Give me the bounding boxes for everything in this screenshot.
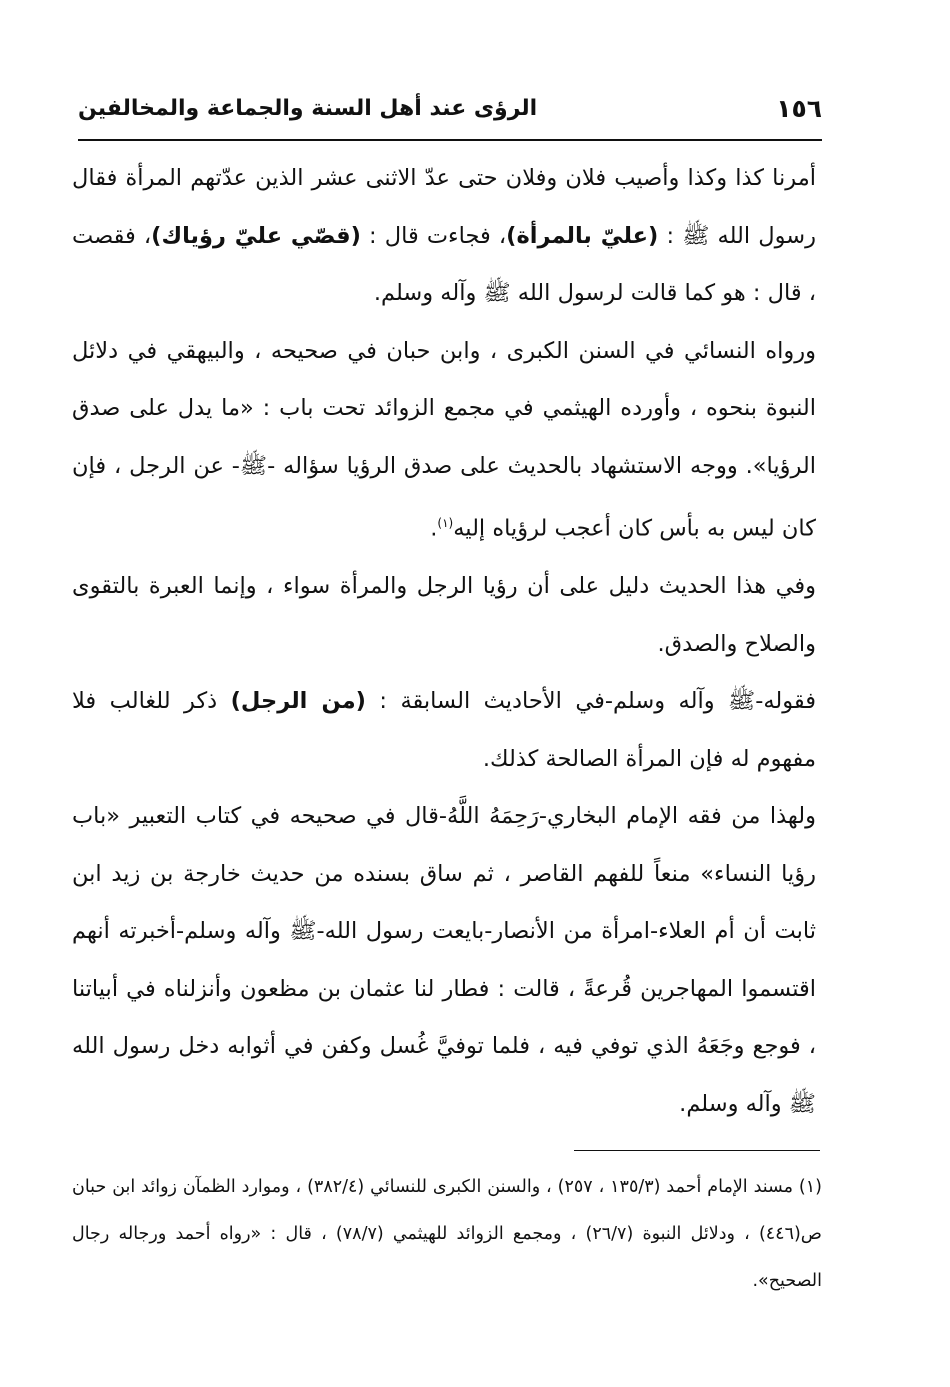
paragraph-2-text-a: ورواه النسائي في السنن الكبرى ، وابن حبان في صحيحه ، والبيهقي في دلائل النبوة بنحوه ، وأورده الهيثمي في مجمع الزوائد تحت باب : «ما يدل على صدق الرؤيا». ووجه الاستشهاد بالحديث على صدق الرؤيا سؤاله -ﷺ- عن الرجل ، فإن كان ليس به بأس كان أعجب لرؤياه إليه [72, 337, 816, 542]
paragraph-4 [72, 673, 816, 788]
quote-tell-dream: (قصّي عليّ رؤياك) [151, 222, 361, 249]
paragraph-1 [72, 150, 816, 323]
footnote-1: (١) مسند الإمام أحمد (١٣٥/٣ ، ٢٥٧) ، والسنن الكبرى للنسائي (٣٨٢/٤) ، وموارد الظمآن زوائد ابن حبان ص(٤٤٦) ، ودلائل النبوة (٢٦/٧) ، ومجمع الزوائد للهيثمي (٧٨/٧) ، قال : «رواه أحمد ورجاله رجال الصحيح». [72, 1177, 822, 1291]
paragraph-1-text-c: ، فقصت ، قال : هو كما قالت لرسول الله ﷺ وآله وسلم. [72, 222, 816, 306]
running-title: الرؤى عند أهل السنة والجماعة والمخالفين [78, 95, 538, 121]
page-number: ١٥٦ [776, 93, 822, 123]
paragraph-1-text-a: أمرنا كذا وكذا وأصيب فلان وفلان حتى عدّ الاثنى عشر الذين عدّتهم المرأة فقال رسول الله ﷺ : [72, 165, 816, 249]
paragraph-5-text: ولهذا من فقه الإمام البخاري-رَحِمَهُ اللَّهُ-قال في صحيحه في كتاب التعبير «باب رؤيا النساء» منعاً للفهم القاصر ، ثم ساق بسنده من حديث خارجة بن زيد ابن ثابت أن أم العلاء-امرأة من الأنصار-بايعت رسول الله-ﷺ وآله وسلم-أخبرته أنهم اقتسموا المهاجرين قُرعةً ، قالت : فطار لنا عثمان بن مظعون وأنزلناه في أبياتنا ، فوجع وجَعَهُ الذي توفي فيه ، فلما توفيَّ غُسل وكفن في أثوابه دخل رسول الله ﷺ وآله وسلم. [72, 803, 816, 1117]
paragraph-4-text-b: ذكر للغالب فلا مفهوم له فإن المرأة الصالحة كذلك. [72, 688, 816, 772]
footnote-marker: (١) [437, 516, 454, 530]
main-text [72, 150, 816, 1133]
paragraph-1-text-b: ، فجاءت قال : [360, 222, 507, 249]
quote-bring-woman: (عليّ بالمرأة) [506, 222, 659, 249]
footnotes [72, 1164, 822, 1305]
paragraph-4-text-a: فقوله-ﷺ وآله وسلم-في الأحاديث السابقة : [365, 688, 816, 714]
paragraph-2 [72, 323, 816, 559]
header-rule [78, 139, 822, 141]
footnote-separator [574, 1150, 820, 1151]
paragraph-2-text-b: . [430, 515, 438, 542]
paragraph-3-text: وفي هذا الحديث دليل على أن رؤيا الرجل والمرأة سواء ، وإنما العبرة بالتقوى والصلاح والصدق. [72, 573, 816, 657]
quote-from-man: (من الرجل) [230, 688, 366, 714]
paragraph-3 [72, 558, 816, 673]
page-header [78, 88, 822, 128]
paragraph-5 [72, 788, 816, 1133]
